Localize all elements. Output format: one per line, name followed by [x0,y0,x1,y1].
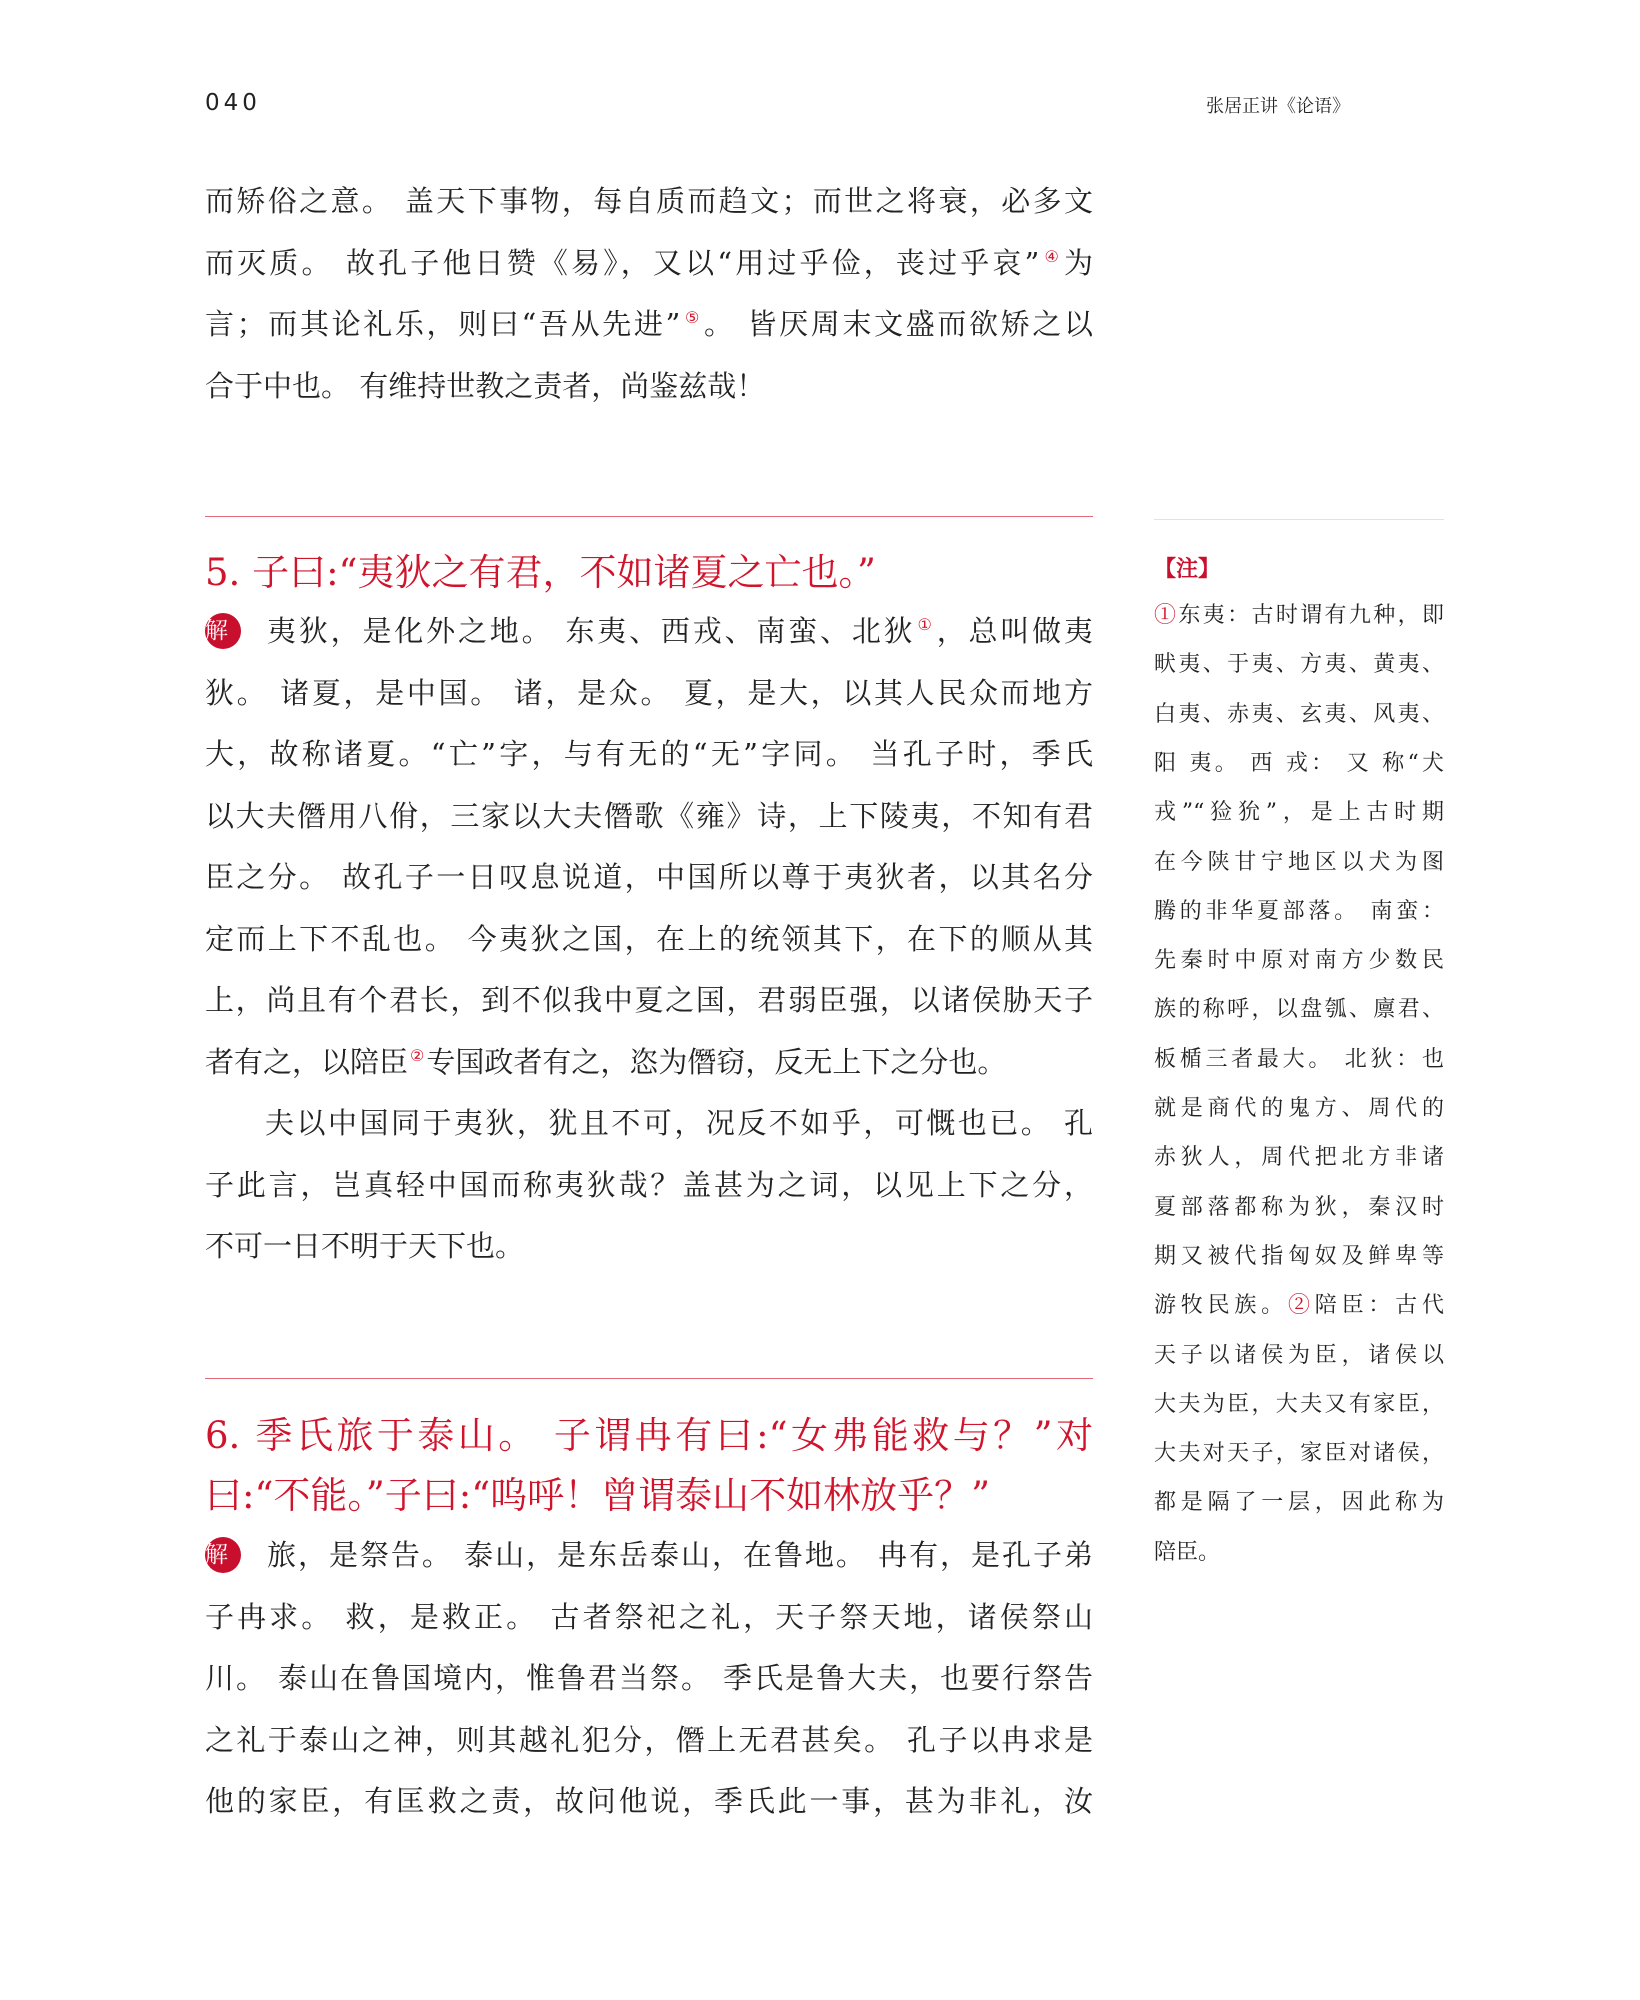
note-line: 夏部落都称为狄，秦汉时 [1154,1194,1444,1220]
text-line: 而矫俗之意。 盖天下事物，每自质而趋文；而世之将衰，必多文 [205,184,1093,218]
text-line: 上，尚且有个君长，到不似我中夏之国，君弱臣强，以诸侯胁天子 [205,983,1093,1017]
section-heading: 曰:“不能。”子曰:“呜呼！曾谓泰山不如林放乎？” [205,1474,991,1517]
note-line: 族的称呼，以盘瓠、廪君、 [1154,997,1444,1023]
note-line: 游牧民族。②陪臣：古代 [1154,1293,1444,1319]
note-line: 阳 夷。 西 戎： 又 称“犬 [1154,750,1444,776]
note-line: 白夷、赤夷、玄夷、风夷、 [1154,701,1444,727]
footnote-marker: ② [1287,1293,1315,1319]
text-line: 夫以中国同于夷狄，犹且不可，况反不如乎，可慨也已。 孔 [265,1106,1093,1140]
note-line: 都是隔了一层，因此称为 [1154,1490,1444,1516]
notes-title: 【注】 [1154,556,1221,582]
section-heading: 6. 季氏旅于泰山。 子谓冉有曰:“女弗能救与？”对 [205,1414,1093,1457]
note-line: 腾的非华夏部落。 南蛮： [1154,898,1444,924]
note-line: 天子以诸侯为臣，诸侯以 [1154,1342,1444,1368]
section-divider [205,516,1093,517]
note-line: 大夫对天子，家臣对诸侯， [1154,1441,1444,1467]
text-line: 狄。 诸夏，是中国。 诸，是众。 夏，是大，以其人民众而地方 [205,675,1093,710]
text-line: 解 夷狄，是化外之地。 东夷、西戎、南蛮、北狄 ①，总叫做夷 [205,614,1093,648]
note-line: 戎”“猃狁”，是上古时期 [1154,800,1444,826]
text-line: 子此言，岂真轻中国而称夷狄哉？盖甚为之词，以见上下之分， [205,1167,1093,1202]
note-line: ①东夷：古时谓有九种，即 [1154,603,1444,628]
text-line: 不可一日不明于天下也。 [205,1229,525,1263]
text-line: 臣之分。 故孔子一日叹息说道，中国所以尊于夷狄者，以其名分 [205,860,1093,894]
note-line: 期又被代指匈奴及鲜卑等 [1154,1243,1444,1269]
text-line: 而灭质。 故孔子他日赞《易》，又以“用过乎俭，丧过乎哀” ④为 [205,245,1093,280]
footnote-marker: ④ [1041,246,1062,266]
section-heading: 5. 子曰:“夷狄之有君，不如诸夏之亡也。” [205,551,876,594]
explanation-badge-icon: 解 [205,613,241,649]
text-line: 之礼于泰山之神，则其越礼犯分，僭上无君甚矣。 孔子以冉求是 [205,1722,1093,1757]
page-number: 040 [205,90,261,116]
text-line: 川。 泰山在鲁国境内，惟鲁君当祭。 季氏是鲁大夫，也要行祭告 [205,1661,1093,1695]
note-line: 畎夷、于夷、方夷、黄夷、 [1154,652,1444,678]
text-line: 定而上下不乱也。 今夷狄之国，在上的统领其下，在下的顺从其 [205,921,1093,956]
note-line: 大夫为臣，大夫又有家臣， [1154,1391,1444,1417]
note-line: 先秦时中原对南方少数民 [1154,948,1444,974]
note-line: 赤狄人，周代把北方非诸 [1154,1145,1444,1171]
explanation-badge-icon: 解 [205,1537,241,1573]
text-line: 他的家臣，有匡救之责，故问他说，季氏此一事，甚为非礼，汝 [205,1784,1093,1818]
running-title: 张居正讲《论语》 [1206,96,1350,117]
text-line: 者有之，以陪臣 ②专国政者有之，恣为僭窃，反无上下之分也。 [205,1044,1007,1079]
note-line: 在今陕甘宁地区以犬为图 [1154,849,1444,875]
note-line: 就是商代的鬼方、周代的 [1154,1096,1444,1121]
section-divider [205,1378,1093,1379]
footnote-marker: ① [917,615,935,635]
note-line: 陪臣。 [1154,1539,1221,1565]
text-line: 大，故称诸夏。“亡”字，与有无的“无”字同。 当孔子时，季氏 [205,737,1093,771]
notes-divider [1154,519,1444,520]
note-line: 板楯三者最大。 北狄：也 [1154,1046,1444,1072]
text-line: 解 旅，是祭告。 泰山，是东岳泰山，在鲁地。 冉有，是孔子弟 [205,1538,1093,1572]
footnote-marker: ⑤ [682,308,702,328]
text-line: 言；而其论礼乐，则曰“吾从先进” ⑤。 皆厌周末文盛而欲矫之以 [205,307,1093,341]
text-line: 子冉求。 救，是救正。 古者祭祀之礼，天子祭天地，诸侯祭山 [205,1599,1093,1634]
text-line: 合于中也。 有维持世教之责者，尚鉴兹哉！ [205,368,766,403]
footnote-marker: ② [410,1045,425,1065]
text-line: 以大夫僭用八佾，三家以大夫僭歌《雍》诗，上下陵夷，不知有君 [205,798,1093,833]
footnote-marker: ① [1154,603,1179,628]
